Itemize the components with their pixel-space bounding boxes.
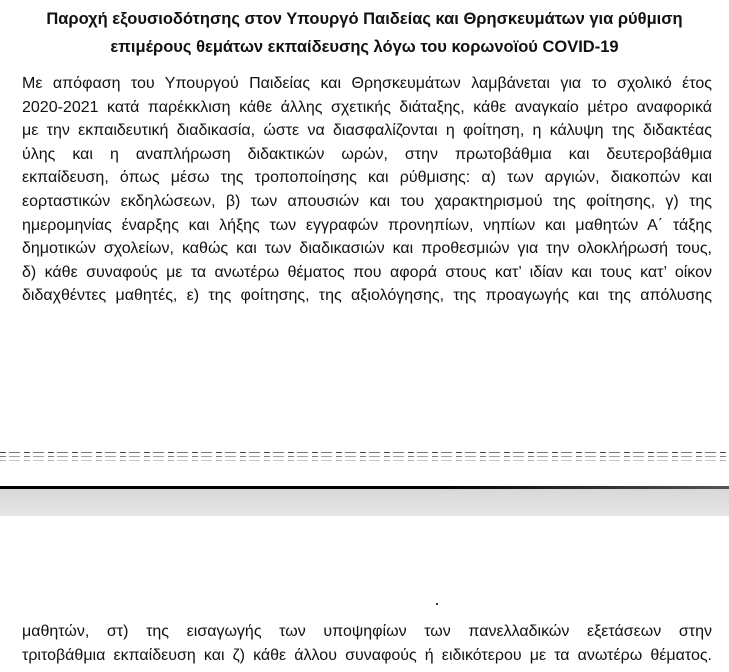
scan-noise-line bbox=[0, 456, 729, 457]
body-paragraph bbox=[22, 72, 712, 308]
body-line: τριτοβάθμια εκπαίδευση και ζ) κάθε άλλου συναφούς ή ειδικότερου με τα ανωτέρω θέματος. bbox=[22, 646, 712, 664]
body-line: ημερομηνίας έναρξης και λήξης των εγγραφών προνηπίων, νηπίων και μαθητών Α΄ τάξης bbox=[22, 216, 712, 234]
scan-noise-line bbox=[0, 460, 729, 461]
document-title-line-2: επιμέρους θεμάτων εκπαίδευσης λόγω του κορωνοϊού COVID-19 bbox=[110, 38, 619, 56]
body-line: μαθητών, στ) της εισαγωγής των υποψηφίων των πανελλαδικών εξετάσεων στην bbox=[22, 623, 712, 640]
body-line: διδαχθέντες μαθητές, ε) της φοίτησης, της αξιολόγησης, της προαγωγής και της απόλυσης bbox=[22, 287, 712, 305]
body-line: δημοτικών σχολείων, καθώς και των διαδικασιών και προθεσμιών για την ολοκλήρωσή τους, bbox=[22, 240, 712, 258]
body-line: Με απόφαση του Υπουργού Παιδείας και Θρησκευμάτων λαμβάνεται για το σχολικό έτος bbox=[22, 75, 712, 92]
continuation-paragraph bbox=[22, 620, 712, 667]
scan-noise-line bbox=[0, 452, 729, 453]
body-line: 2020-2021 κατά παρέκκλιση κάθε άλλης σχετικής διάταξης, κάθε αναγκαίο μέτρο αναφορικά bbox=[22, 98, 712, 116]
page-gap bbox=[0, 489, 729, 516]
body-line: με την εκπαιδευτική διαδικασία, ώστε να διασφαλίζονται η φοίτηση, η κάλυψη της διδακτέας bbox=[22, 122, 712, 140]
scan-speck bbox=[436, 603, 438, 605]
body-line: εκπαίδευση, όπως μέσω της τροποποίησης και ρύθμισης: α) των αργιών, διακοπών και bbox=[22, 169, 712, 187]
body-line: εορταστικών εκδηλώσεων, β) των απουσιών και του χαρακτηρισμού της φοίτησης, γ) της bbox=[22, 192, 712, 210]
body-line: δ) κάθε συναφούς με τα ανωτέρω θέματος που αφορά στους κατ’ ιδίαν και τους κατ’ οίκον bbox=[22, 263, 712, 281]
body-line: ύλης και η αναπλήρωση διδακτικών ωρών, στην πρωτοβάθμια και δευτεροβάθμια bbox=[22, 145, 712, 163]
document-title-line-1: Παροχή εξουσιοδότησης στον Υπουργό Παιδείας και Θρησκευμάτων για ρύθμιση bbox=[46, 10, 683, 28]
